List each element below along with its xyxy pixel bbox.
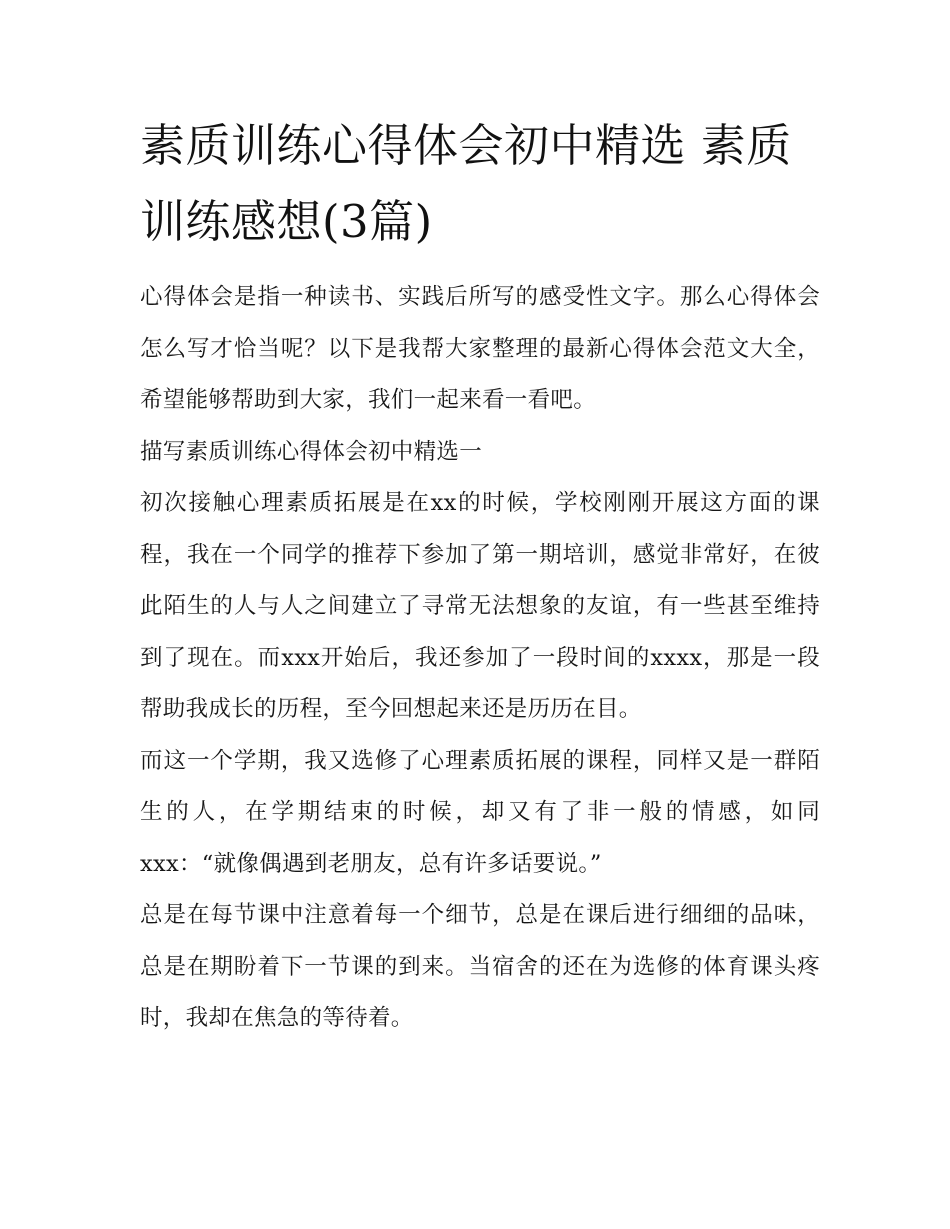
- document-body: [140, 272, 820, 1045]
- section-heading: 描写素质训练心得体会初中精选一: [140, 438, 483, 465]
- paragraph-first-contact: 初次接触心理素质拓展是在xx的时候，学校刚刚开展这方面的课程，我在一个同学的推荐下参加了第一期培训，感觉非常好，在彼此陌生的人与人之间建立了寻常无法想象的友谊，有一些甚至维持到了现在。而xxx开始后，我还参加了一段时间的xxxx，那是一段帮助我成长的历程，至今回想起来还是历历在目。: [140, 490, 820, 722]
- paragraph-every-class: 总是在每节课中注意着每一个细节，总是在课后进行细细的品味，总是在期盼着下一节课的到来。当宿舍的还在为选修的体育课头疼时，我却在焦急的等待着。: [140, 902, 820, 1031]
- document-title: 素质训练心得体会初中精选 素质训练感想(3篇): [140, 119, 792, 248]
- paragraph-this-semester: 而这一个学期，我又选修了心理素质拓展的课程，同样又是一群陌生的人，在学期结束的时候，却又有了非一般的情感，如同xxx：“就像偶遇到老朋友，总有许多话要说。”: [140, 747, 820, 877]
- paragraph-intro: 心得体会是指一种读书、实践后所写的感受性文字。那么心得体会怎么写才恰当呢？以下是我帮大家整理的最新心得体会范文大全，希望能够帮助到大家，我们一起来看一看吧。: [140, 284, 820, 413]
- document-page: [140, 108, 820, 1045]
